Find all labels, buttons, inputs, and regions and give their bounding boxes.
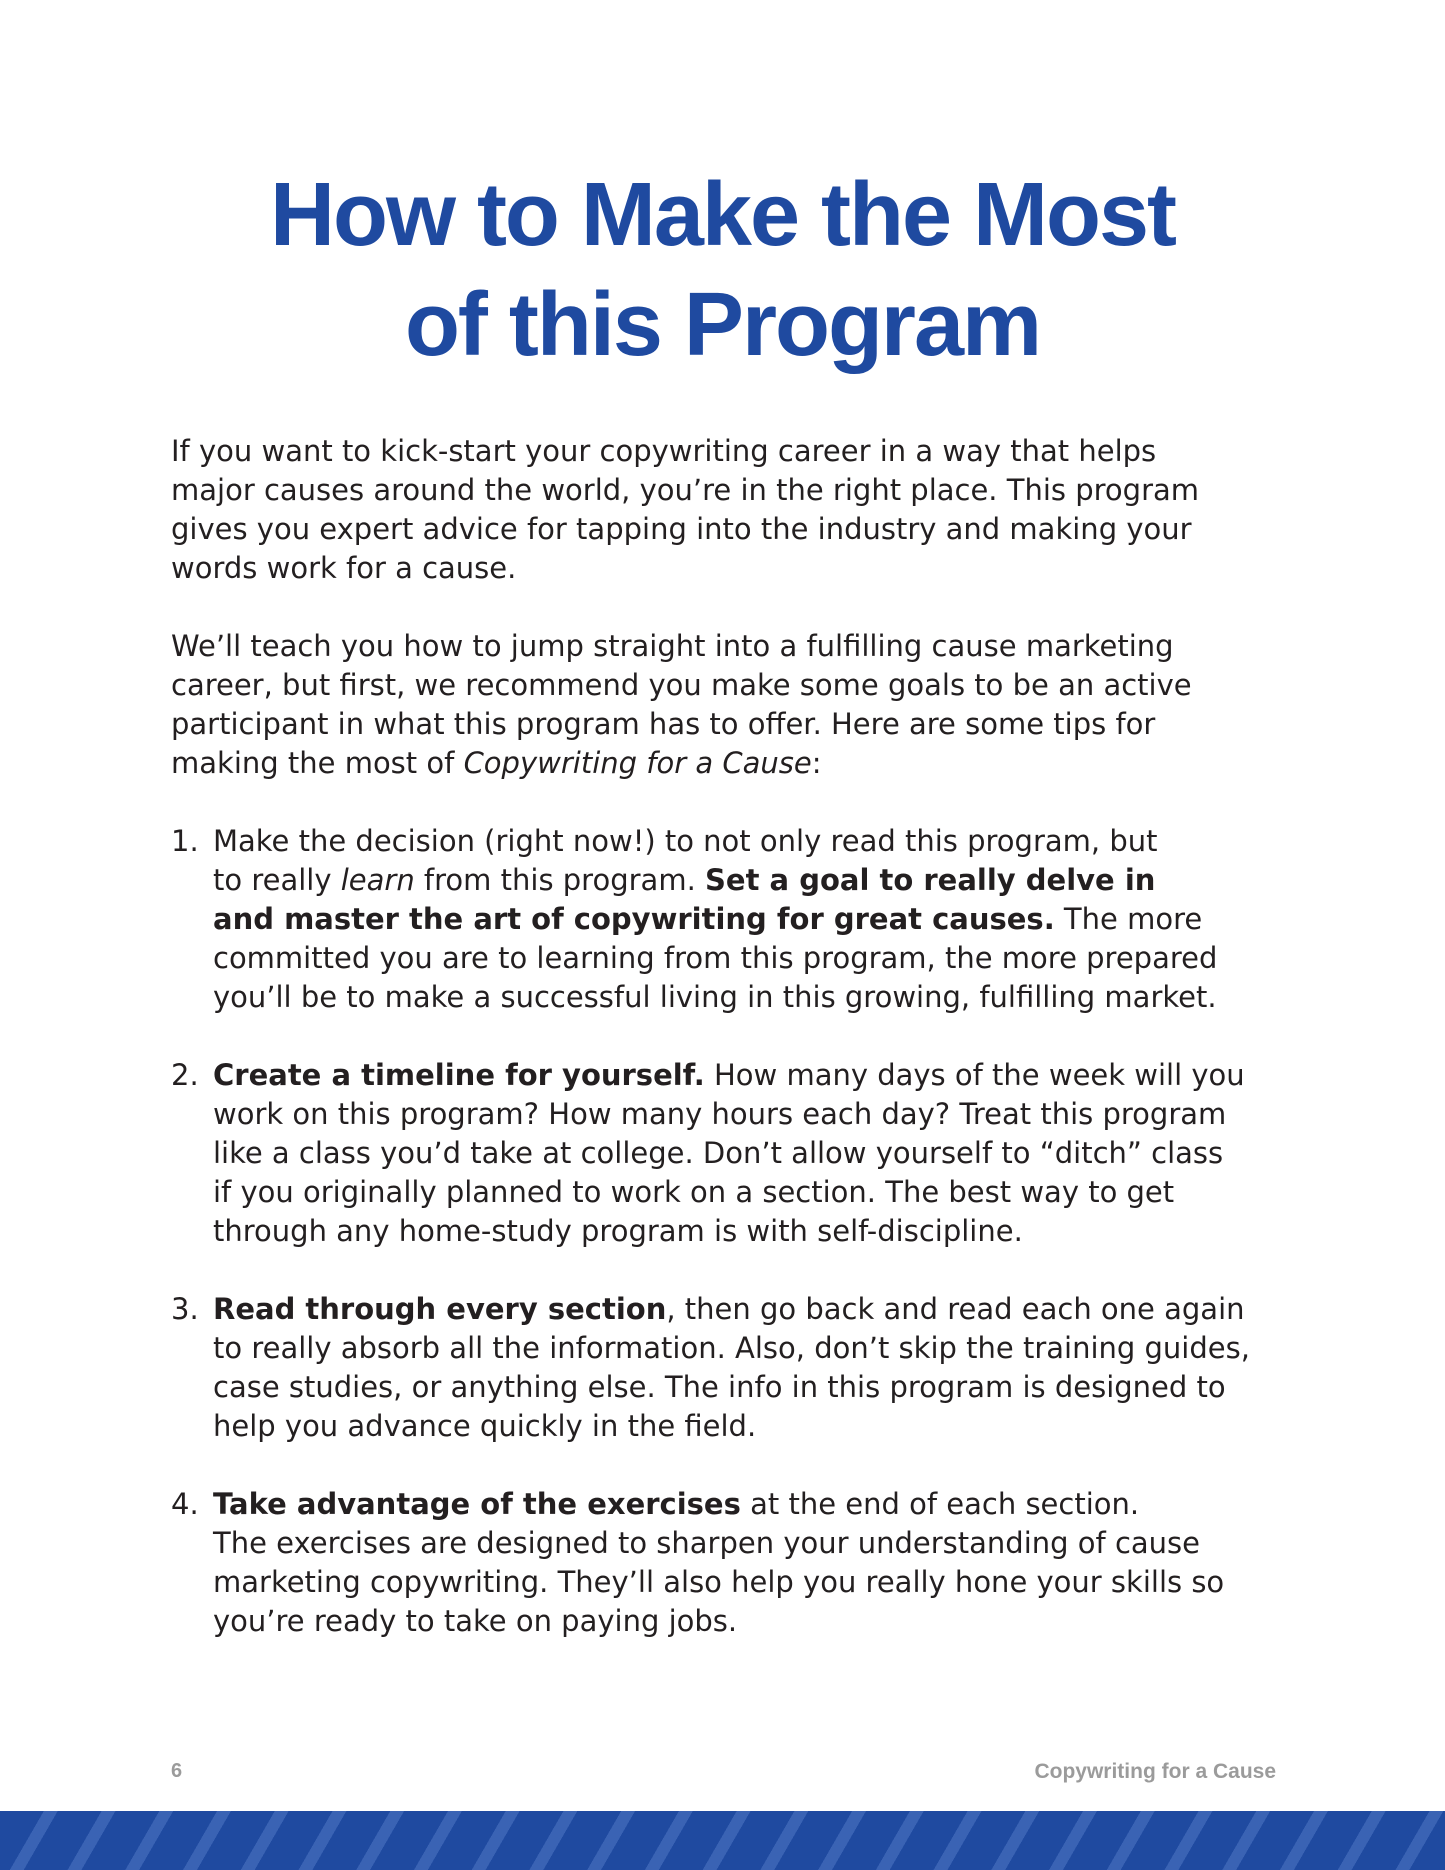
- bold-text: Take advantage of the exercises: [213, 1487, 741, 1521]
- page-title-line-1: How to Make the Most: [269, 165, 1176, 265]
- text-line: through any home-study program is with self-discipline.: [213, 1214, 1023, 1248]
- tip-item-1: [171, 822, 1281, 1017]
- body-content: [171, 432, 1281, 1680]
- text-fragment: to really: [213, 863, 341, 897]
- bold-text: Read through every section: [213, 1292, 667, 1326]
- text-line: to really absorb all the information. Also, don’t skip the training guides,: [213, 1331, 1250, 1365]
- text-line: participant in what this program has to offer. Here are some tips for: [171, 707, 1156, 741]
- text-line: like a class you’d take at college. Don’t allow yourself to “ditch” class: [213, 1136, 1224, 1170]
- text-line: marketing copywriting. They’ll also help you really hone your skills so: [213, 1565, 1225, 1599]
- text-line: you’re ready to take on paying jobs.: [213, 1604, 738, 1638]
- text-line: Make the decision (right now!) to not only read this program, but: [213, 824, 1158, 858]
- tip-item-4: [171, 1485, 1281, 1641]
- text-fragment: :: [811, 746, 822, 780]
- text-line: [171, 744, 1281, 783]
- text-line: [213, 900, 1281, 939]
- tip-number: 2.: [171, 1058, 199, 1092]
- page-number: 6: [171, 1760, 183, 1782]
- text-fragment: making the most of: [171, 746, 464, 780]
- intro-paragraph-1: [171, 432, 1281, 588]
- tips-list: [171, 822, 1281, 1641]
- text-fragment: How many days of the week will you: [704, 1058, 1245, 1092]
- tip-number: 4.: [171, 1487, 199, 1521]
- text-line: If you want to kick-start your copywriting career in a way that helps: [171, 434, 1157, 468]
- tip-item-3: [171, 1290, 1281, 1446]
- tip-number: 1.: [171, 824, 199, 858]
- text-fragment: from this program.: [414, 863, 706, 897]
- text-line: [213, 1290, 1281, 1329]
- text-line: We’ll teach you how to jump straight into a fulfilling cause marketing: [171, 629, 1174, 663]
- text-line: if you originally planned to work on a section. The best way to get: [213, 1175, 1175, 1209]
- text-line: [213, 1485, 1281, 1524]
- bold-text: Create a timeline for yourself.: [213, 1058, 705, 1092]
- text-line: career, but first, we recommend you make some goals to be an active: [171, 668, 1192, 702]
- decorative-stripe-bar: [0, 1811, 1445, 1870]
- intro-paragraph-2: [171, 627, 1281, 783]
- text-fragment: The more: [1054, 902, 1203, 936]
- footer-book-title: Copywriting for a Cause: [1034, 1760, 1276, 1783]
- text-fragment: at the end of each section.: [740, 1487, 1140, 1521]
- bold-text: Set a goal to really delve in: [705, 863, 1156, 897]
- text-line: you’ll be to make a successful living in this growing, fulfilling market.: [213, 980, 1217, 1014]
- text-line: major causes around the world, you’re in the right place. This program: [171, 473, 1200, 507]
- text-line: words work for a cause.: [171, 551, 517, 585]
- page-title: [0, 160, 1445, 380]
- text-line: work on this program? How many hours each day? Treat this program: [213, 1097, 1227, 1131]
- text-line: [213, 861, 1281, 900]
- italic-text: learn: [340, 863, 415, 897]
- text-line: help you advance quickly in the field.: [213, 1409, 757, 1443]
- text-line: The exercises are designed to sharpen your understanding of cause: [213, 1526, 1200, 1560]
- text-line: [213, 1056, 1281, 1095]
- text-line: committed you are to learning from this program, the more prepared: [213, 941, 1218, 975]
- book-title-italic: Copywriting for a Cause: [463, 746, 812, 780]
- tip-item-2: [171, 1056, 1281, 1251]
- bold-text: and master the art of copywriting for great causes.: [213, 902, 1055, 936]
- tip-number: 3.: [171, 1292, 199, 1326]
- text-line: gives you expert advice for tapping into the industry and making your: [171, 512, 1192, 546]
- text-line: case studies, or anything else. The info in this program is designed to: [213, 1370, 1226, 1404]
- page-title-line-2: of this Program: [404, 275, 1041, 375]
- text-fragment: , then go back and read each one again: [666, 1292, 1245, 1326]
